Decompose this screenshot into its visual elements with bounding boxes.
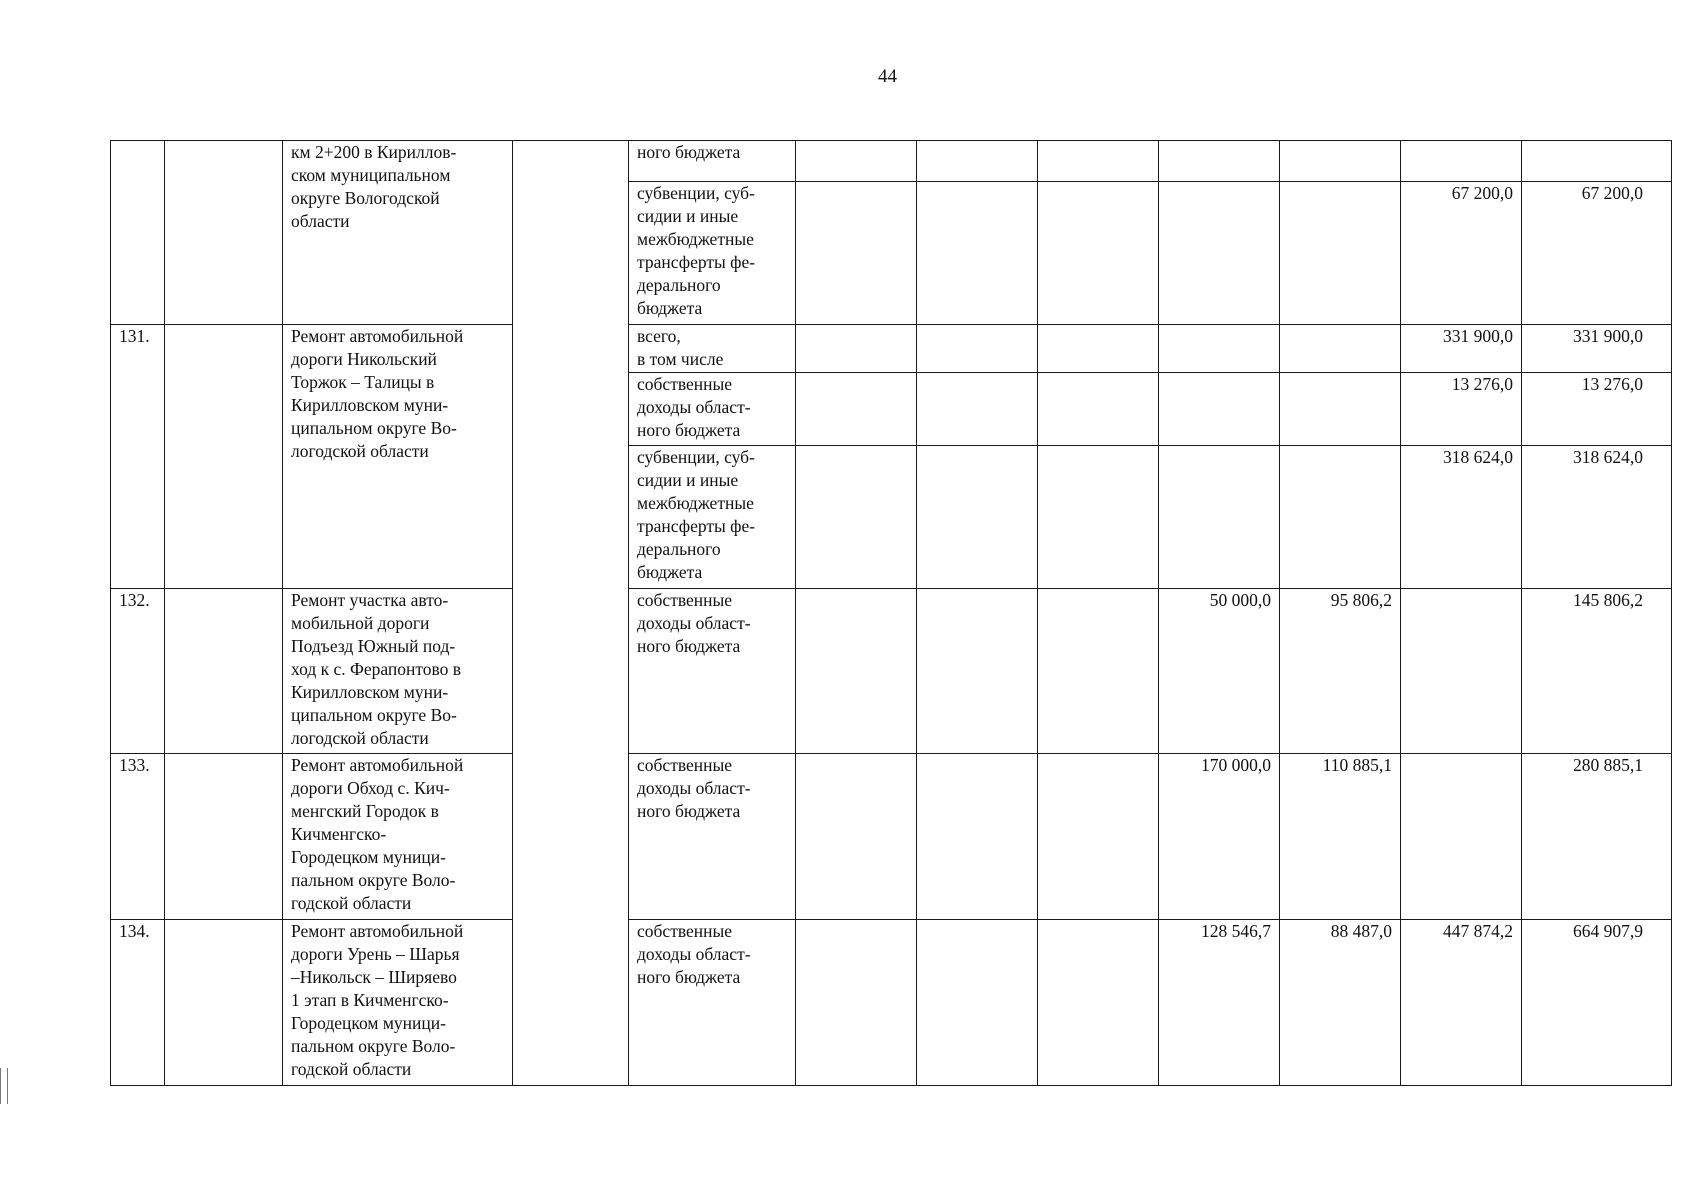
amount-value: [1401, 589, 1522, 754]
object-name-line: ход к с. Ферапонтово в: [291, 659, 462, 679]
amount-value: [1159, 182, 1280, 325]
amount-value: 331 900,0: [1401, 325, 1522, 373]
funding-source-line: собственные: [637, 374, 733, 394]
total-value: 67 200,0: [1522, 182, 1672, 325]
object-name-line: пальном округе Воло-: [291, 870, 456, 890]
object-name-line: логодской области: [291, 441, 429, 461]
object-name-line: годской области: [291, 1059, 412, 1079]
amount-value: [1401, 754, 1522, 920]
amount-value: [1280, 325, 1401, 373]
amount-value: 50 000,0: [1159, 589, 1280, 754]
table-body: [111, 141, 1672, 1086]
funding-source-line: всего,: [637, 326, 681, 346]
object-name-line: мобильной дороги: [291, 613, 430, 633]
amount-value: [917, 446, 1038, 589]
object-name-line: Кирилловском муни-: [291, 682, 449, 702]
object-name-line: Торжок – Талицы в: [291, 372, 435, 392]
amount-value: 128 546,7: [1159, 920, 1280, 1086]
object-name-line: дороги Обход с. Кич-: [291, 778, 450, 798]
funding-source-line: ного бюджета: [637, 636, 741, 656]
amount-value: [1159, 141, 1280, 182]
funding-source-line: дерального: [637, 539, 721, 559]
amount-value: [1038, 589, 1159, 754]
object-name-line: Ремонт участка авто-: [291, 590, 449, 610]
object-name-line: –Никольск – Ширяево: [291, 967, 457, 987]
row-number: 134.: [111, 920, 165, 1086]
amount-value: [1038, 182, 1159, 325]
object-name: [283, 754, 513, 920]
amount-value: [1280, 373, 1401, 446]
amount-value: [796, 141, 917, 182]
amount-value: [1280, 141, 1401, 182]
page-number: 44: [878, 66, 897, 87]
amount-value: [1280, 446, 1401, 589]
funding-source: [629, 373, 796, 446]
funding-source-line: доходы област-: [637, 944, 751, 964]
amount-value: [1038, 446, 1159, 589]
amount-value: [1038, 920, 1159, 1086]
funding-source: [629, 141, 796, 182]
object-name-line: дороги Никольский: [291, 349, 437, 369]
margin-scan-marks: [0, 1068, 8, 1104]
funding-source: [629, 920, 796, 1086]
funding-source-line: доходы област-: [637, 613, 751, 633]
empty-cell: [165, 325, 283, 589]
total-value: 13 276,0: [1522, 373, 1672, 446]
total-value: 145 806,2: [1522, 589, 1672, 754]
funding-source-line: ного бюджета: [637, 967, 741, 987]
amount-value: 318 624,0: [1401, 446, 1522, 589]
amount-value: [1280, 182, 1401, 325]
object-name-line: ципальном округе Во-: [291, 705, 457, 725]
funding-source: [629, 325, 796, 373]
funding-source: [629, 182, 796, 325]
funding-source-line: трансферты фе-: [637, 252, 756, 272]
object-name-line: области: [291, 211, 350, 231]
table-row: [111, 141, 1672, 182]
funding-source-line: собственные: [637, 921, 733, 941]
total-value: [1522, 141, 1672, 182]
amount-value: [1038, 373, 1159, 446]
amount-value: [917, 373, 1038, 446]
funding-source-line: ного бюджета: [637, 420, 741, 440]
amount-value: [917, 754, 1038, 920]
funding-source-line: бюджета: [637, 562, 703, 582]
amount-value: [1159, 446, 1280, 589]
row-number: 132.: [111, 589, 165, 754]
amount-value: [917, 182, 1038, 325]
funding-source-line: субвенции, суб-: [637, 183, 755, 203]
funding-source: [629, 446, 796, 589]
object-name-line: Кирилловском муни-: [291, 395, 449, 415]
empty-cell: [165, 754, 283, 920]
amount-value: [796, 920, 917, 1086]
amount-value: [1159, 373, 1280, 446]
amount-value: [796, 589, 917, 754]
amount-value: 13 276,0: [1401, 373, 1522, 446]
amount-value: [917, 141, 1038, 182]
object-name-line: годской области: [291, 893, 412, 913]
object-name-line: менгский Городок в: [291, 801, 439, 821]
amount-value: [1038, 141, 1159, 182]
total-value: 280 885,1: [1522, 754, 1672, 920]
object-name-line: Городецком муници-: [291, 1013, 446, 1033]
funding-source-line: доходы област-: [637, 397, 751, 417]
total-value: 331 900,0: [1522, 325, 1672, 373]
amount-value: 447 874,2: [1401, 920, 1522, 1086]
budget-table: [110, 140, 1672, 1086]
funding-source-line: бюджета: [637, 298, 703, 318]
amount-value: [796, 182, 917, 325]
table-row: [111, 589, 1672, 754]
funding-source-line: субвенции, суб-: [637, 447, 755, 467]
object-name-line: ском муниципальном: [291, 165, 451, 185]
funding-source-line: сидии и иные: [637, 206, 739, 226]
object-name-line: округе Вологодской: [291, 188, 440, 208]
funding-source-line: межбюджетные: [637, 229, 754, 249]
empty-cell: [165, 589, 283, 754]
row-number: 133.: [111, 754, 165, 920]
object-name: [283, 920, 513, 1086]
object-name-line: Ремонт автомобильной: [291, 326, 464, 346]
funding-source-line: ного бюджета: [637, 142, 741, 162]
amount-value: [796, 325, 917, 373]
amount-value: 95 806,2: [1280, 589, 1401, 754]
row-number: 131.: [111, 325, 165, 589]
amount-value: 88 487,0: [1280, 920, 1401, 1086]
amount-value: [1159, 325, 1280, 373]
amount-value: [917, 920, 1038, 1086]
amount-value: [1038, 754, 1159, 920]
object-name-line: км 2+200 в Кириллов-: [291, 142, 457, 162]
object-name-line: ципальном округе Во-: [291, 418, 457, 438]
empty-cell: [165, 141, 283, 325]
amount-value: 170 000,0: [1159, 754, 1280, 920]
table-row: [111, 754, 1672, 920]
merged-empty-column: [513, 141, 629, 1086]
funding-source-line: собственные: [637, 590, 733, 610]
total-value: 318 624,0: [1522, 446, 1672, 589]
object-name-line: Ремонт автомобильной: [291, 755, 464, 775]
funding-source-line: собственные: [637, 755, 733, 775]
amount-value: [1401, 141, 1522, 182]
funding-source-line: ного бюджета: [637, 801, 741, 821]
object-name-line: 1 этап в Кичменгско-: [291, 990, 449, 1010]
amount-value: [796, 373, 917, 446]
funding-source: [629, 754, 796, 920]
table-row: [111, 325, 1672, 373]
amount-value: [1038, 325, 1159, 373]
amount-value: 67 200,0: [1401, 182, 1522, 325]
object-name-line: Городецком муници-: [291, 847, 446, 867]
object-name-line: Подъезд Южный под-: [291, 636, 456, 656]
amount-value: [917, 325, 1038, 373]
object-name: [283, 589, 513, 754]
funding-source-line: сидии и иные: [637, 470, 739, 490]
funding-source-line: межбюджетные: [637, 493, 754, 513]
object-name-line: Кичменгско-: [291, 824, 387, 844]
object-name-line: дороги Урень – Шарья: [291, 944, 460, 964]
table-row: [111, 920, 1672, 1086]
object-name-line: логодской области: [291, 728, 429, 748]
total-value: 664 907,9: [1522, 920, 1672, 1086]
amount-value: [796, 754, 917, 920]
funding-source: [629, 589, 796, 754]
row-number: [111, 141, 165, 325]
funding-source-line: дерального: [637, 275, 721, 295]
amount-value: [917, 589, 1038, 754]
funding-source-line: в том числе: [637, 349, 724, 369]
object-name-line: Ремонт автомобильной: [291, 921, 464, 941]
empty-cell: [165, 920, 283, 1086]
object-name: [283, 325, 513, 589]
funding-source-line: трансферты фе-: [637, 516, 756, 536]
amount-value: 110 885,1: [1280, 754, 1401, 920]
funding-source-line: доходы област-: [637, 778, 751, 798]
object-name-line: пальном округе Воло-: [291, 1036, 456, 1056]
object-name: [283, 141, 513, 325]
amount-value: [796, 446, 917, 589]
